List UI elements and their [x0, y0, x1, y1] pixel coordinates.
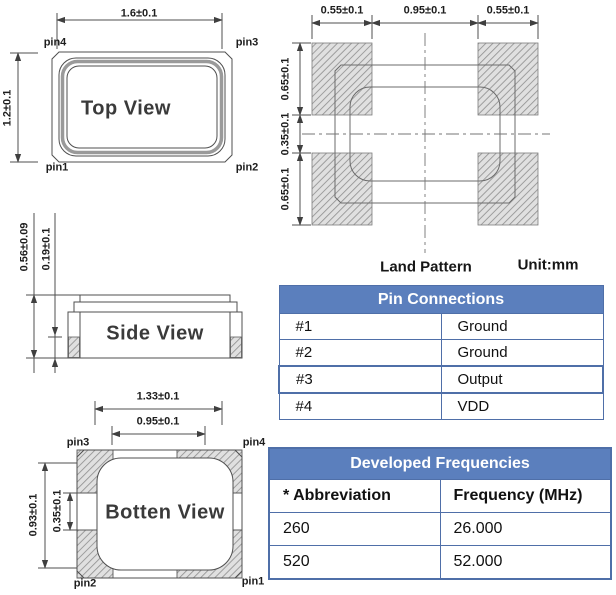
abbreviation-value: 520	[269, 546, 440, 580]
bottom-outer-width-dim: 1.33±0.1	[136, 390, 180, 403]
top-view-title: Top View	[81, 97, 171, 120]
bottom-outer-height-dim: 0.93±0.1	[27, 493, 40, 537]
pin-connection: Ground	[441, 340, 603, 367]
bottom-view-pin1-label: pin1	[241, 575, 265, 588]
top-view-drawing	[0, 5, 273, 190]
land-pattern-linework	[278, 3, 616, 283]
developed-frequencies-column-row	[269, 480, 611, 513]
unit-label: Unit:mm	[517, 256, 579, 274]
pin-number: #1	[279, 314, 441, 340]
frequency-value: 26.000	[440, 513, 611, 546]
top-view-height-dim: 1.2±0.1	[1, 89, 14, 127]
table-row	[279, 314, 603, 340]
table-row	[279, 393, 603, 420]
land-pattern-drawing	[278, 3, 616, 283]
side-view-drawing	[12, 205, 262, 385]
top-view-width-dim: 1.6±0.1	[120, 7, 158, 20]
abbreviation-column-header: * Abbreviation	[269, 480, 440, 513]
side-pad-height-dim: 0.19±0.1	[40, 227, 53, 271]
bottom-view-pin3-label: pin3	[66, 436, 90, 449]
bottom-inner-height-dim: 0.35±0.1	[51, 489, 64, 533]
top-view-pin4-label: pin4	[43, 36, 67, 49]
table-row	[279, 366, 603, 393]
frequency-value: 52.000	[440, 546, 611, 580]
top-view-pin3-label: pin3	[235, 36, 259, 49]
land-pad-right-dim: 0.55±0.1	[486, 4, 530, 17]
land-gap-h-dim: 0.95±0.1	[403, 4, 447, 17]
pin-number: #3	[279, 366, 441, 393]
land-pattern-caption: Land Pattern	[380, 258, 472, 276]
pin-connection: Ground	[441, 314, 603, 340]
developed-frequencies-title: Developed Frequencies	[269, 448, 611, 480]
bottom-inner-width-dim: 0.95±0.1	[136, 415, 180, 428]
land-pad-left-dim: 0.55±0.1	[320, 4, 364, 17]
pin-number: #4	[279, 393, 441, 420]
land-pad-top-dim: 0.65±0.1	[279, 57, 292, 101]
abbreviation-value: 260	[269, 513, 440, 546]
pin-connections-title: Pin Connections	[279, 286, 603, 314]
pin-connections-header-row	[279, 286, 603, 314]
pin-connection: VDD	[441, 393, 603, 420]
pin-connections-table	[278, 285, 604, 420]
developed-frequencies-table	[268, 447, 612, 580]
land-pad-bottom-dim: 0.65±0.1	[279, 167, 292, 211]
pin-number: #2	[279, 340, 441, 367]
bottom-view-pin4-label: pin4	[242, 436, 266, 449]
land-gap-v-dim: 0.35±0.1	[279, 112, 292, 156]
table-row	[279, 340, 603, 367]
table-row	[269, 513, 611, 546]
top-view-pin2-label: pin2	[235, 161, 259, 174]
bottom-view-drawing	[18, 385, 288, 595]
side-total-height-dim: 0.56±0.09	[18, 222, 31, 272]
table-row	[269, 546, 611, 580]
frequency-column-header: Frequency (MHz)	[440, 480, 611, 513]
bottom-view-title: Botten View	[105, 501, 225, 524]
bottom-view-pin2-label: pin2	[73, 577, 97, 590]
developed-frequencies-header-row	[269, 448, 611, 480]
side-view-title: Side View	[106, 322, 204, 345]
top-view-pin1-label: pin1	[45, 161, 69, 174]
pin-connection: Output	[441, 366, 603, 393]
